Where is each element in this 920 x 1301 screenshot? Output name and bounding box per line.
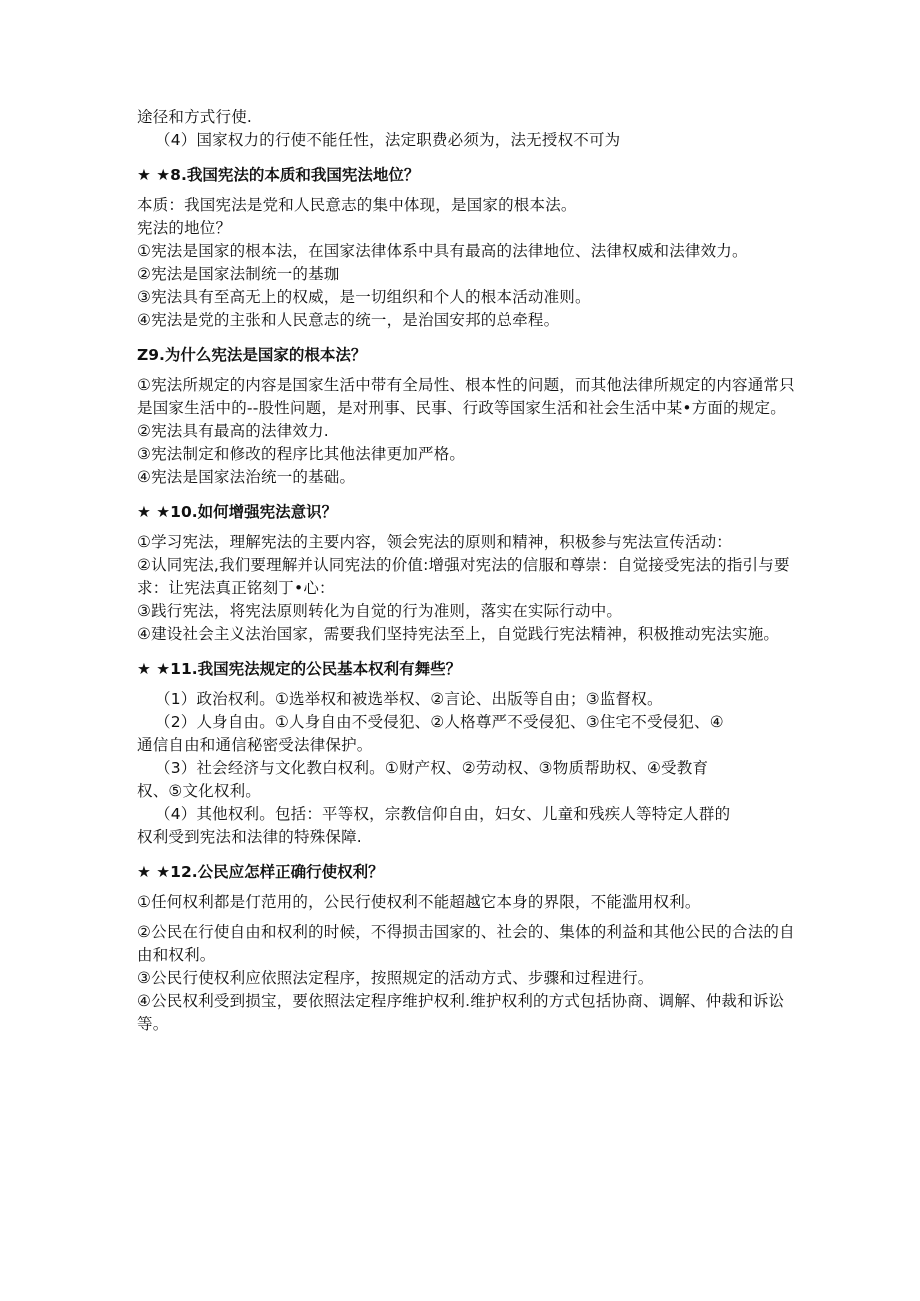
paragraph: ④建设社会主义法治国家，需要我们坚持宪法至上，自觉践行宪法精神，积极推动宪法实施。 bbox=[137, 625, 780, 643]
section-heading: ★ ★12.公民应怎样正确行使权利？ bbox=[137, 863, 384, 881]
paragraph: ④宪法是国家法治统一的基础。 bbox=[137, 468, 356, 486]
paragraph: ③公民行使权利应依照法定程序，按照规定的活动方式、步骤和过程进行。 bbox=[137, 969, 654, 987]
paragraph: 权利受到宪法和法律的特殊保障. bbox=[137, 828, 362, 846]
spacer bbox=[137, 152, 797, 164]
paragraph: 权、⑤文化权利。 bbox=[137, 782, 261, 800]
paragraph: ④公民权利受到损宝，要依照法定程序维护权利.维护权利的方式包括协商、调解、仲裁和诉讼等。 bbox=[137, 992, 785, 1033]
paragraph: ①宪法是国家的根本法，在国家法律体系中具有最高的法律地位、法律权威和法律效力。 bbox=[137, 242, 748, 260]
section-heading: ★ ★8.我国宪法的本质和我国宪法地位？ bbox=[137, 166, 420, 184]
paragraph: ②公民在行使自由和权利的时候，不得损击国家的、社会的、集体的利益和其他公民的合法的自由和权利。 bbox=[137, 923, 795, 964]
spacer bbox=[137, 646, 797, 658]
document-body bbox=[137, 106, 797, 1036]
spacer bbox=[137, 524, 797, 531]
paragraph: 途径和方式行使. bbox=[137, 108, 253, 126]
spacer bbox=[137, 489, 797, 501]
section-heading: Z9.为什么宪法是国家的根本法？ bbox=[137, 346, 367, 364]
paragraph: 宪法的地位？ bbox=[137, 219, 232, 237]
paragraph: ②认同宪法,我们要理解并认同宪法的价值:增强对宪法的信服和尊崇：自觉接受宪法的指引与要求：让宪法真正铭刻丁•心： bbox=[137, 556, 790, 597]
paragraph: ①任何权利都是仃范用的，公民行使权利不能超越它本身的界限，不能滥用权利。 bbox=[137, 893, 701, 911]
list-item: （1）政治权利。①选举权和被选举权、②言论、出版等自由；③监督权。 bbox=[155, 690, 663, 708]
paragraph: ①学习宪法，理解宪法的主要内容，领会宪法的原则和精神，积极参与宪法宣传活动： bbox=[137, 533, 732, 551]
paragraph: ①宪法所规定的内容是国家生活中带有全局性、根本性的问题，而其他法律所规定的内容通常只是国家生活中的--股性问题，是对刑事、民事、行政等国家生活和社会生活中某•方面的规定。 bbox=[137, 376, 795, 417]
list-item: （3）社会经济与文化教白权利。①财产权、②劳动权、③物质帮助权、④受教育 bbox=[155, 759, 709, 777]
spacer bbox=[137, 187, 797, 194]
paragraph: ③践行宪法，将宪法原则转化为自觉的行为准则，落实在实际行动中。 bbox=[137, 602, 623, 620]
paragraph: 本质：我国宪法是党和人民意志的集中体现，是国家的根本法。 bbox=[137, 196, 577, 214]
list-item: （2）人身自由。①人身自由不受侵犯、②人格尊严不受侵犯、③住宅不受侵犯、④ bbox=[155, 713, 724, 731]
paragraph: ②宪法是国家法制统一的基珈 bbox=[137, 265, 340, 283]
paragraph: 通信自由和通信秘密受法律保护。 bbox=[137, 736, 373, 754]
spacer bbox=[137, 914, 797, 921]
paragraph: ④宪法是党的主张和人民意志的统一，是治国安邦的总牵程。 bbox=[137, 311, 560, 329]
paragraph: ③宪法制定和修改的程序比其他法律更加严格。 bbox=[137, 445, 466, 463]
spacer bbox=[137, 884, 797, 891]
section-heading: ★ ★10.如何增强宪法意识？ bbox=[137, 503, 338, 521]
spacer bbox=[137, 849, 797, 861]
spacer bbox=[137, 367, 797, 374]
spacer bbox=[137, 332, 797, 344]
paragraph: ②宪法具有最高的法律效力. bbox=[137, 422, 329, 440]
list-item: （4）国家权力的行使不能任性，法定职费必须为，法无授权不可为 bbox=[155, 131, 621, 149]
spacer bbox=[137, 681, 797, 688]
list-item: （4）其他权利。包括：平等权，宗教信仰自由，妇女、儿童和残疾人等特定人群的 bbox=[155, 805, 731, 823]
paragraph: ③宪法具有至高无上的权威，是一切组织和个人的根本活动准则。 bbox=[137, 288, 591, 306]
section-heading: ★ ★11.我国宪法规定的公民基本权利有舞些？ bbox=[137, 660, 462, 678]
